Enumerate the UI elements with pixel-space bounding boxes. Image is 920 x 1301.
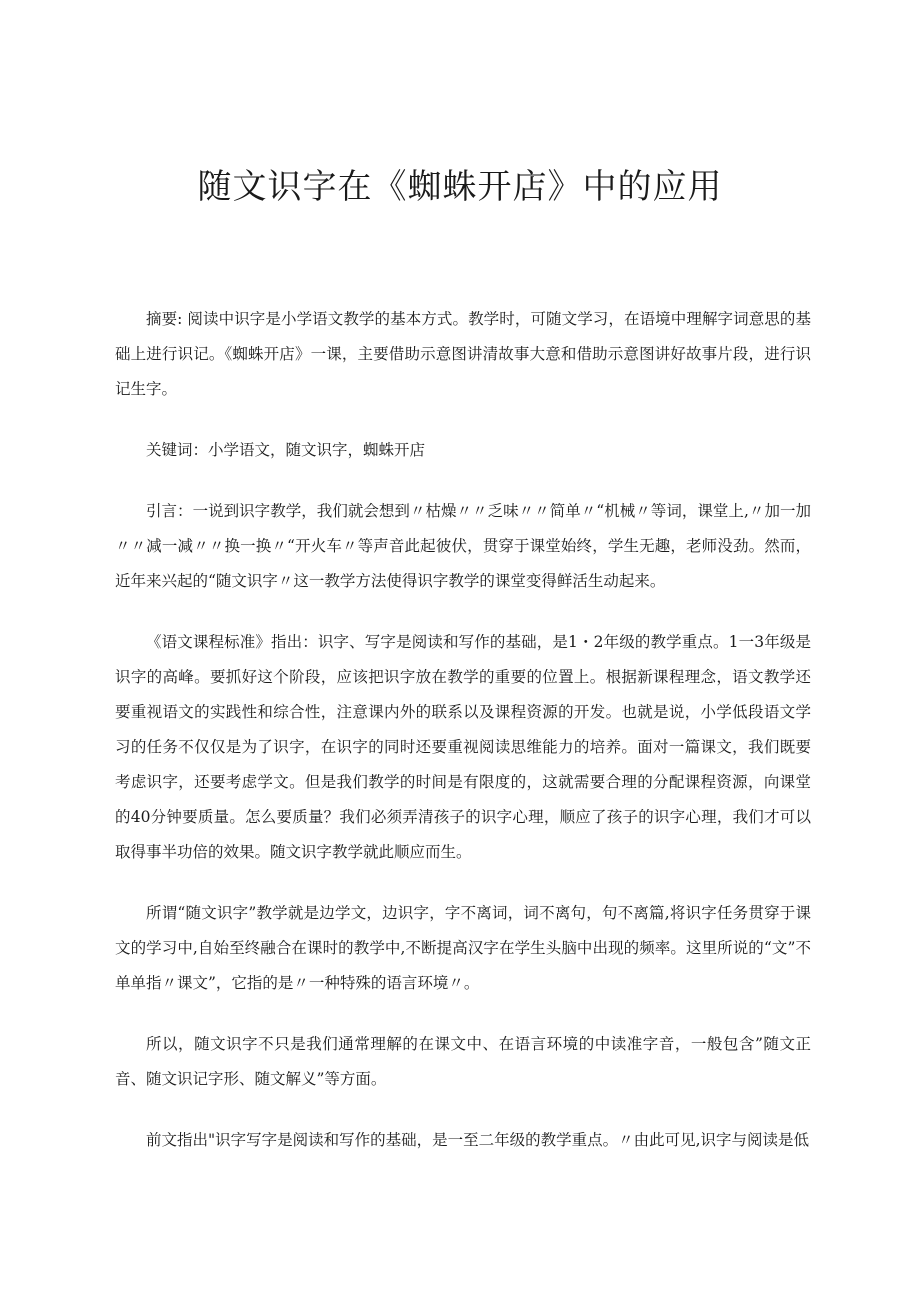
- body-paragraph: 前文指出"识字写字是阅读和写作的基础，是一至二年级的教学重点。〃由此可见,识字与阅读是低: [146, 1131, 810, 1149]
- abstract-paragraph: 摘要: 阅读中识字是小学语文教学的基本方式。教学时，可随文学习，在语境中理解字词意思的基础上进行识记。《蜘蛛开店》一课，主要借助示意图讲清故事大意和借助示意图讲好故事片段，进行识记生字。: [115, 310, 811, 398]
- keywords-paragraph: 关键词：小学语文，随文识字，蜘蛛开店: [146, 441, 426, 459]
- introduction-paragraph: 引言：一说到识字教学，我们就会想到〃枯燥〃〃乏味〃〃简单〃“机械〃等词，课堂上,〃加一加〃〃减一减〃〃换一换〃“开火车〃等声音此起彼伏，贯穿于课堂始终，学生无趣，老师没劲。然而，近年来兴起的“随文识字〃这一教学方法使得识字教学的课堂变得鲜活生动起来。: [115, 502, 811, 590]
- document-body: [115, 302, 811, 1184]
- body-paragraph: 《语文课程标准》指出：识字、写字是阅读和写作的基础，是1・2年级的教学重点。1一3年级是识字的高峰。要抓好这个阶段，应该把识字放在教学的重要的位置上。根据新课程理念，语文教学还要重视语文的实践性和综合性，注意课内外的联系以及课程资源的开发。也就是说，小学低段语文学习的任务不仅仅是为了识字，在识字的同时还要重视阅读思维能力的培养。面对一篇课文，我们既要考虑识字，还要考虑学文。但是我们教学的时间是有限度的，这就需要合理的分配课程资源，向课堂的40分钟要质量。怎么要质量？我们必须弄清孩子的识字心理，顺应了孩子的识字心理，我们才可以取得事半功倍的效果。随文识字教学就此顺应而生。: [115, 633, 811, 861]
- body-paragraph: 所以，随文识字不只是我们通常理解的在课文中、在语言环境的中读准字音，一般包含”随文正音、随文识记字形、随文解义”等方面。: [115, 1035, 811, 1088]
- body-paragraph: 所谓“随文识字”教学就是边学文，边识字，字不离词，词不离句，句不离篇,将识字任务贯穿于课文的学习中,自始至终融合在课时的教学中,不断提高汉字在学生头脑中出现的频率。这里所说的“文”不单单指〃课文”，它指的是〃一种特殊的语言环境〃。: [115, 904, 811, 992]
- document-title: 随文识字在《蜘蛛开店》中的应用: [197, 167, 723, 207]
